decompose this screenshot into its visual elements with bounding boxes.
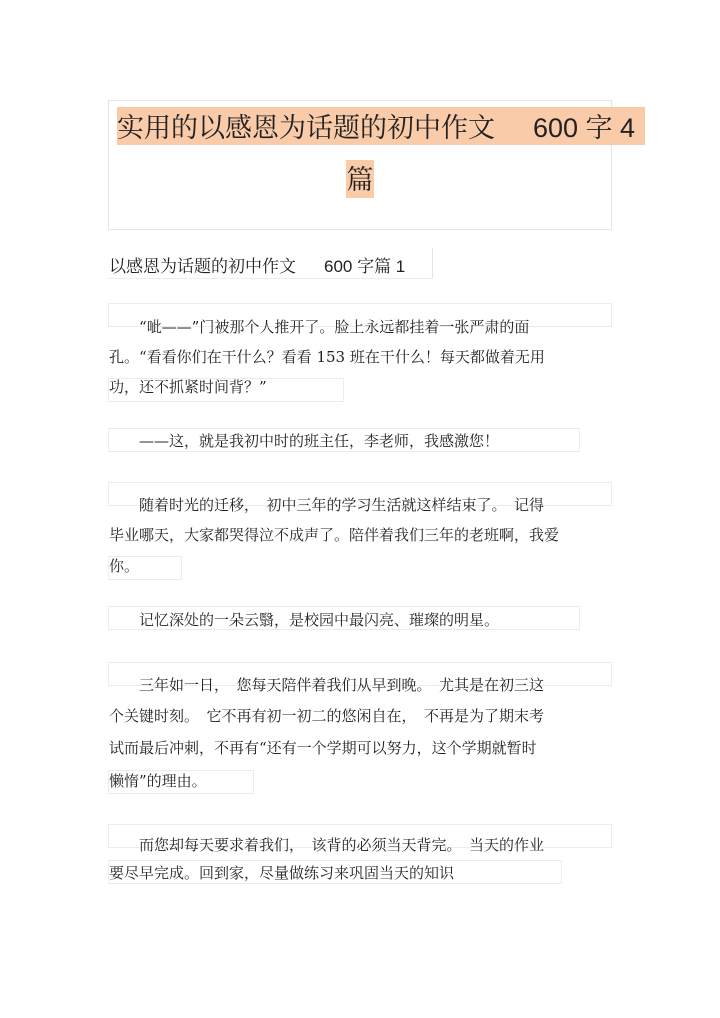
paragraph-5-line-1: 三年如一日， 您每天陪伴着我们从早到晚。 尤其是在初三这 bbox=[109, 676, 545, 694]
document-title-continuation: 篇 bbox=[346, 160, 374, 198]
paragraph-5-line-2: 个关键时刻。 它不再有初一初二的悠闲自在， 不再是为了期末考 bbox=[109, 707, 545, 725]
paragraph-5-line-3: 试而最后冲刺，不再有“还有一个学期可以努力，这个学期就暂时 bbox=[109, 739, 537, 757]
section-heading-number: 600 字篇 1 bbox=[324, 257, 406, 276]
section-heading bbox=[109, 252, 405, 277]
title-number: 600 字 4 bbox=[533, 113, 636, 143]
paragraph-5-line-4: 懒惰”的理由。 bbox=[109, 772, 207, 790]
section-heading-text: 以感恩为话题的初中作文 bbox=[109, 257, 296, 277]
paragraph-6-line-2: 要尽早完成。回到家，尽量做练习来巩固当天的知识 bbox=[109, 864, 455, 882]
paragraph-1-line-1: “呲——”门被那个人推开了。脸上永远都挂着一张严肃的面 bbox=[109, 318, 530, 336]
paragraph-3-line-1: 随着时光的迁移， 初中三年的学习生活就这样结束了。 记得 bbox=[109, 496, 545, 514]
paragraph-1-line-2: 孔。“看看你们在干什么？看看 153 班在干什么！每天都做着无用 bbox=[109, 348, 545, 366]
paragraph-6-line-1: 而您却每天要求着我们， 该背的必须当天背完。 当天的作业 bbox=[109, 836, 545, 854]
paragraph-4-line-1: 记忆深处的一朵云翳，是校园中最闪亮、璀璨的明星。 bbox=[109, 611, 500, 629]
paragraph-3-line-3: 你。 bbox=[109, 557, 140, 575]
paragraph-2-line-1: ——这，就是我初中时的班主任，李老师，我感激您！ bbox=[109, 432, 500, 450]
title-text: 实用的以感恩为话题的初中作文 bbox=[117, 113, 495, 144]
paragraph-3-line-2: 毕业哪天，大家都哭得泣不成声了。陪伴着我们三年的老班啊，我爱 bbox=[109, 526, 560, 544]
paragraph-1-line-3: 功，还不抓紧时间背？” bbox=[109, 378, 267, 396]
document-title bbox=[117, 107, 645, 145]
